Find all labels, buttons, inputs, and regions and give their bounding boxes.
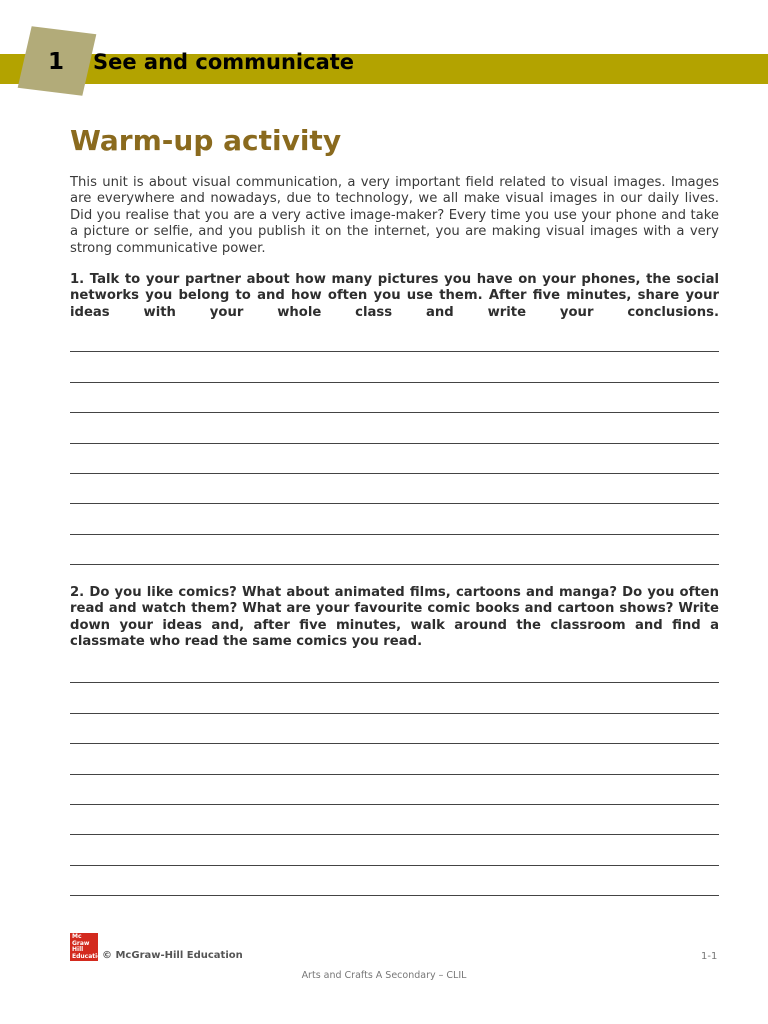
answer-line[interactable] — [70, 866, 719, 896]
answer-line[interactable] — [70, 474, 719, 504]
answer-line[interactable] — [70, 322, 719, 352]
intro-paragraph: This unit is about visual communication, a very important field related to visual images. Images are everywhere and nowadays, due to technology, we all make visual images in our daily lives. Did you realise that you are a very active image-maker? Every time you use your phone and take a picture or selfie, and you publish it on the internet, you are making visual images with a very strong communicative power. — [70, 175, 719, 256]
answer-line[interactable] — [70, 653, 719, 683]
publisher-logo — [70, 933, 106, 961]
answer-lines-2[interactable] — [70, 653, 719, 896]
page-number: 1-1 — [701, 951, 718, 962]
answer-line[interactable] — [70, 714, 719, 744]
publisher-logo-text: Mc Graw Hill Education — [72, 933, 106, 960]
question-2: 2. Do you like comics? What about animated films, cartoons and manga? Do you often read and watch them? What are your favourite comic books and cartoon shows? Write down your ideas and, after five minutes, walk around the classroom and find a classmate who read the same comics you read. — [70, 585, 719, 650]
answer-line[interactable] — [70, 413, 719, 443]
answer-line[interactable] — [70, 775, 719, 805]
answer-line[interactable] — [70, 683, 719, 713]
answer-line[interactable] — [70, 835, 719, 865]
answer-lines-1[interactable] — [70, 322, 719, 565]
question-1: 1. Talk to your partner about how many pictures you have on your phones, the social networks you belong to and how often you use them. After five minutes, share your ideas with your whole class and write your conclusions. — [70, 272, 719, 320]
answer-line[interactable] — [70, 535, 719, 565]
answer-line[interactable] — [70, 805, 719, 835]
page-title: Warm-up activity — [70, 124, 342, 157]
answer-line[interactable] — [70, 383, 719, 413]
answer-line[interactable] — [70, 744, 719, 774]
unit-title: See and communicate — [93, 50, 355, 74]
unit-number: 1 — [48, 49, 65, 75]
answer-line[interactable] — [70, 444, 719, 474]
copyright-text: © McGraw-Hill Education — [102, 950, 243, 961]
answer-line[interactable] — [70, 352, 719, 382]
footer-subtitle: Arts and Crafts A Secondary – CLIL — [301, 970, 467, 981]
answer-line[interactable] — [70, 504, 719, 534]
